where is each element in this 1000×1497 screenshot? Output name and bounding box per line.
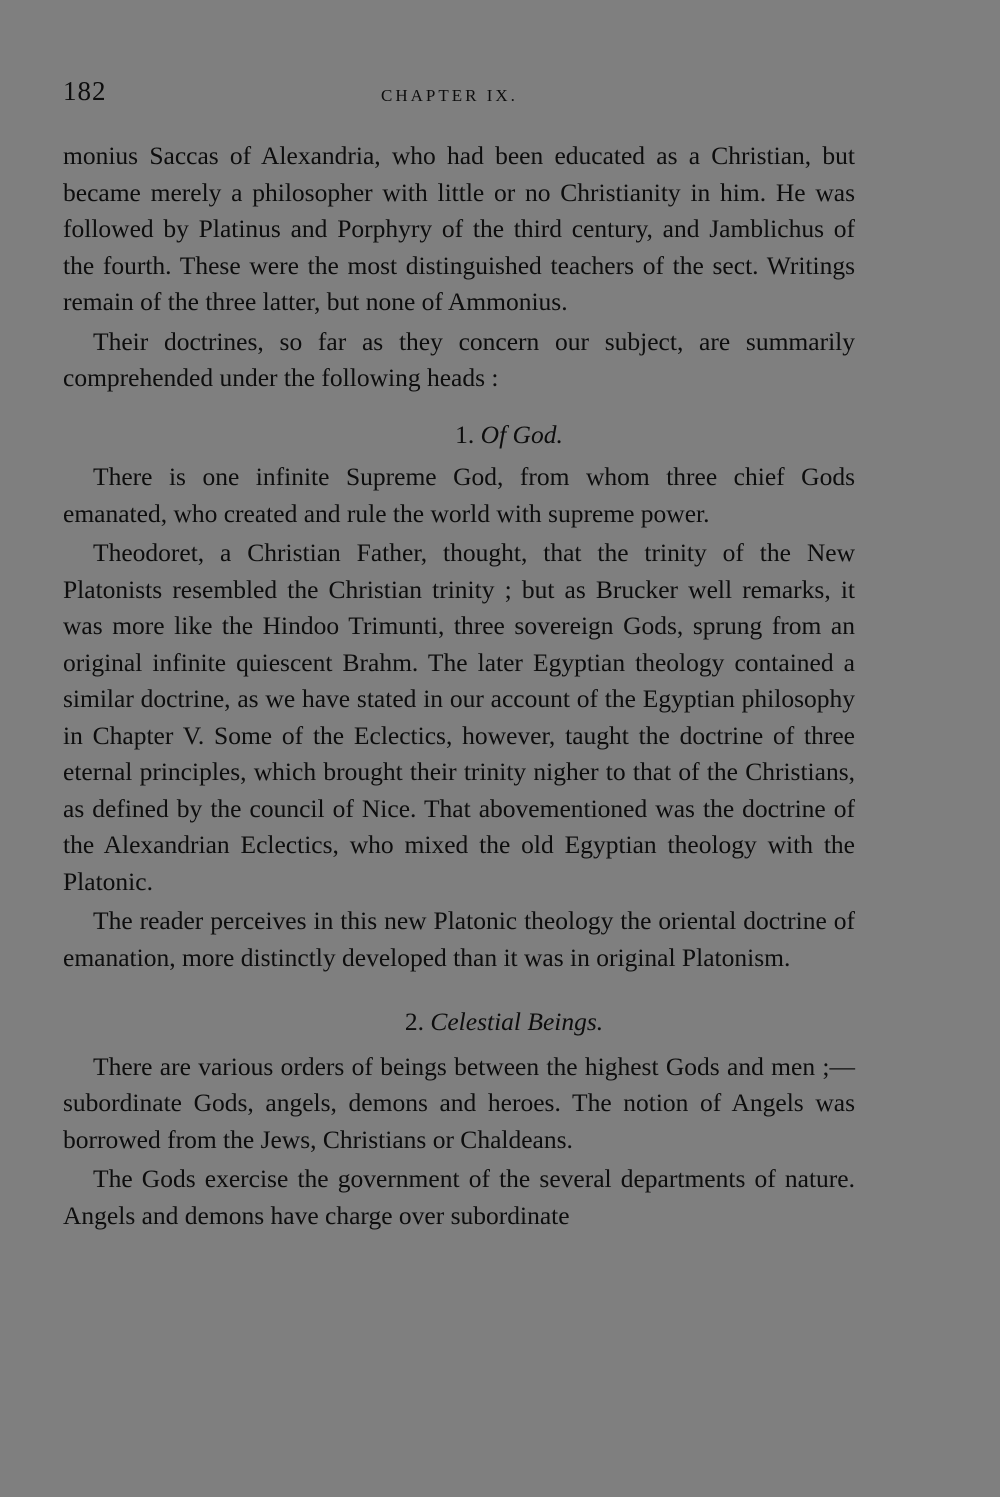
body-text — [63, 138, 855, 1237]
chapter-heading: CHAPTER IX. — [381, 86, 518, 105]
section-title: Celestial Beings. — [430, 1007, 604, 1036]
section-heading — [63, 417, 855, 454]
paragraph: The reader perceives in this new Platonic theology the oriental doctrine of emanation, more distinctly developed than it was in original Platonism. — [63, 906, 855, 972]
running-head — [63, 76, 863, 116]
section-title: Of God. — [480, 419, 563, 449]
section-number: 1. — [455, 419, 475, 449]
paragraph: Theodoret, a Christian Father, thought, that the trinity of the New Platonists resembled the Christian trinity ; but as Brucker well remarks, it was more like the Hindoo Trimunti, three sovereign Gods, sprung from an original infinite quiescent Brahm. The later Egyptian theology contained a similar doctrine, as we have stated in our account of the Egyptian philosophy in Chapter V. Some of the Eclectics, however, taught the doctrine of three eternal principles, which brought their trinity nigher to that of the Christians, as defined by the council of Nice. That abovementioned was the doctrine of the Alexandrian Eclectics, who mixed the old Egyptian theology with the Platonic. — [63, 538, 855, 896]
page-number: 182 — [63, 76, 107, 106]
paragraph: Their doctrines, so far as they concern our subject, are summarily comprehended under the following heads : — [63, 326, 855, 392]
paragraph: There is one infinite Supreme God, from whom three chief Gods emanated, who created and rule the world with supreme power. — [63, 462, 855, 528]
section-heading — [63, 1004, 855, 1041]
paragraph: There are various orders of beings between the highest Gods and men ;—subordinate Gods, angels, demons and heroes. The notion of Angels was borrowed from the Jews, Christians or Chaldeans. — [63, 1051, 855, 1154]
paragraph: monius Saccas of Alexandria, who had been educated as a Christian, but became merely a philosopher with little or no Christianity in him. He was followed by Platinus and Porphyry of the third century, and Jamblichus of the fourth. These were the most distinguished teachers of the sect. Writings remain of the three latter, but none of Ammonius. — [63, 141, 855, 316]
section-number: 2. — [404, 1007, 424, 1036]
paragraph: The Gods exercise the government of the several departments of nature. Angels and demons have charge over subordinate — [63, 1164, 855, 1230]
